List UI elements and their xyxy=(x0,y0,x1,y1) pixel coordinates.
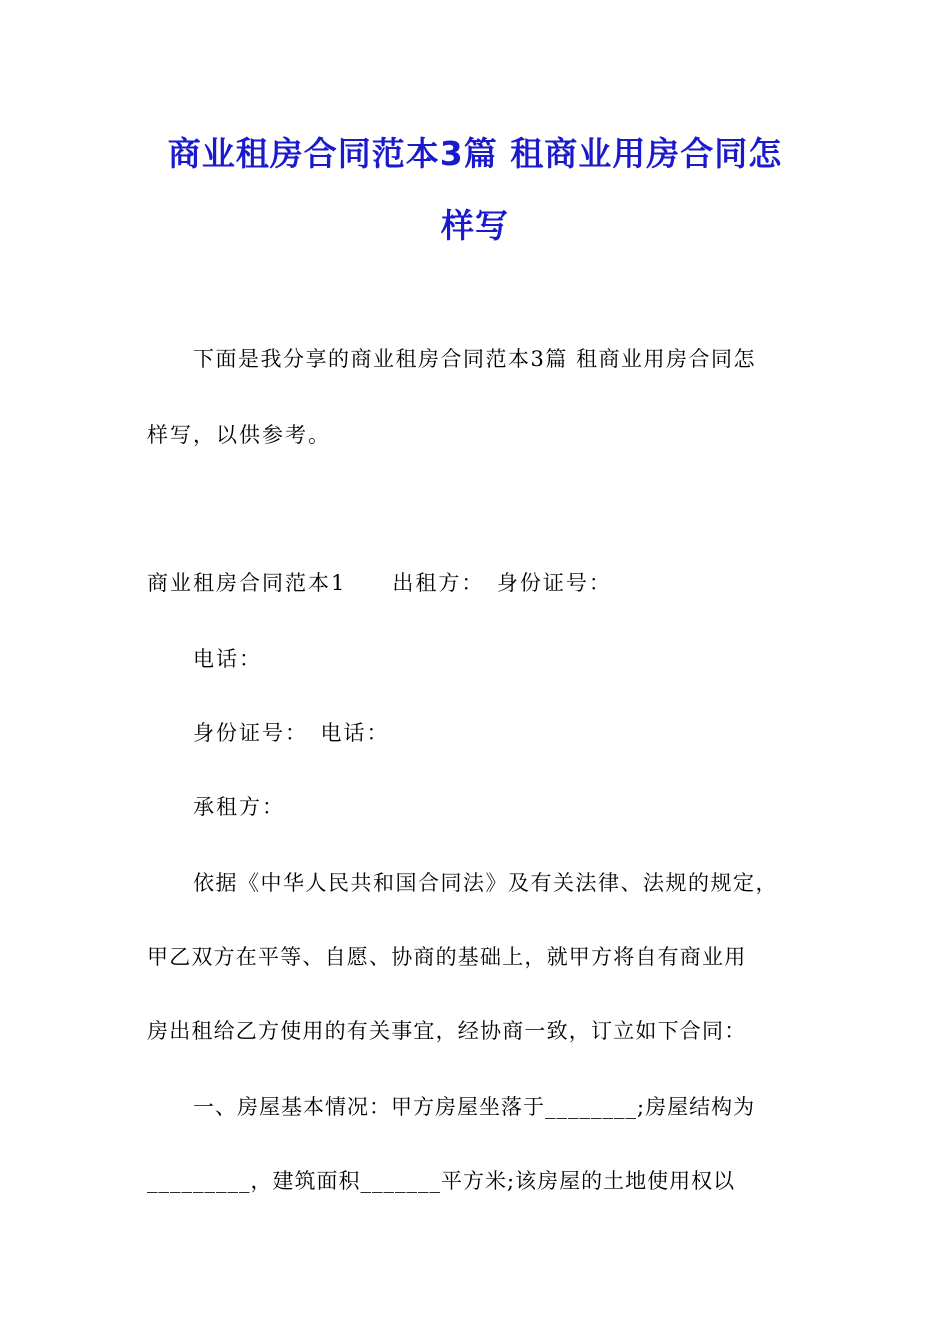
intro-line-2: 样写，以供参考。 xyxy=(147,423,331,447)
contract-heading-line: 商业租房合同范本1 出租方： 身份证号： xyxy=(147,571,612,595)
body-line-3: 房出租给乙方使用的有关事宜，经协商一致，订立如下合同： xyxy=(147,1019,747,1043)
body-line-2: 甲乙双方在平等、自愿、协商的基础上，就甲方将自有商业用 xyxy=(147,945,747,969)
intro-line-1: 下面是我分享的商业租房合同范本3篇 租商业用房合同怎 xyxy=(193,347,757,371)
body-line-5: _________，建筑面积_______平方米;该房屋的土地使用权以 xyxy=(147,1169,736,1193)
lessee-line: 承租方： xyxy=(193,795,285,819)
lessor-phone-line: 电话： xyxy=(193,647,262,671)
lessee-id-phone-line: 身份证号： 电话： xyxy=(193,721,390,745)
body-line-4: 一、房屋基本情况：甲方房屋坐落于________;房屋结构为 xyxy=(193,1095,756,1119)
document-title-line-1: 商业租房合同范本3篇 租商业用房合同怎 xyxy=(167,134,783,173)
body-line-1: 依据《中华人民共和国合同法》及有关法律、法规的规定， xyxy=(193,871,778,895)
document-title-line-2: 样写 xyxy=(441,206,509,245)
